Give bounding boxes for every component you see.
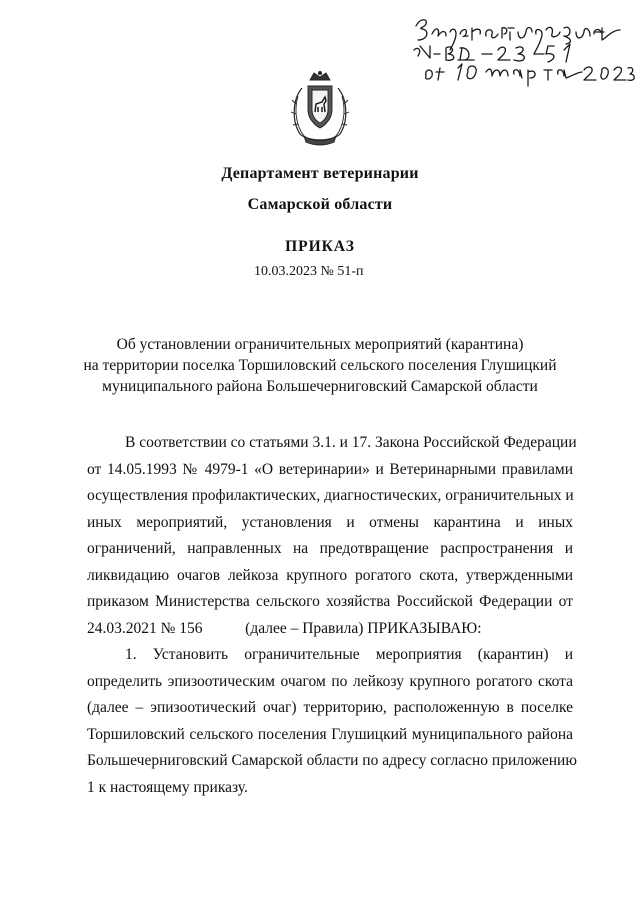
department-name-line1: Департамент ветеринарии bbox=[221, 165, 419, 182]
body-line: осуществления профилактических, диагностических, ограничительных и bbox=[87, 487, 574, 504]
subject-line: на территории поселка Торшиловский сельского поселения Глушицкий bbox=[83, 357, 557, 374]
body-line: Торшиловский сельского поселения Глушицкий муниципального района bbox=[87, 725, 573, 743]
order-subject bbox=[40, 334, 600, 397]
body-line: приказом Министерства сельского хозяйства Российской Федерации от bbox=[87, 593, 573, 610]
body-line: 1. Установить ограничительные мероприятия (карантин) и bbox=[125, 646, 573, 663]
body-line: Большечерниговский Самарской области по адресу согласно приложению bbox=[87, 752, 577, 769]
samara-coat-of-arms-icon bbox=[288, 70, 352, 146]
body-line: определить эпизоотическим очагом по лейкозу крупного рогатого скота bbox=[87, 672, 573, 690]
order-body bbox=[87, 430, 577, 801]
subject-line: муниципального района Большечерниговский Самарской области bbox=[102, 378, 538, 395]
body-line: ликвидацию очагов лейкоза крупного рогатого скота, утвержденными bbox=[87, 566, 573, 584]
body-line: (далее – эпизоотический очаг) территорию, расположенную в поселке bbox=[87, 699, 573, 716]
order-date-number: 10.03.2023 № 51-п bbox=[254, 264, 364, 279]
order-title: ПРИКАЗ bbox=[285, 238, 355, 255]
body-line: ограничений, направленных на предотвращение распространения и bbox=[87, 540, 573, 557]
body-line: 1 к настоящему приказу. bbox=[87, 778, 248, 796]
body-line: иных мероприятий, установления и отмены карантина и иных bbox=[87, 513, 573, 531]
body-line: В соответствии со статьями 3.1. и 17. Закона Российской Федерации bbox=[125, 434, 577, 451]
body-line: 24.03.2021 № 156 (далее – Правила) ПРИКАЗЫВАЮ: bbox=[87, 619, 482, 637]
body-line: от 14.05.1993 № 4979-1 «О ветеринарии» и Ветеринарными правилами bbox=[87, 460, 573, 478]
handwritten-registration-note bbox=[406, 10, 636, 90]
department-name-line2: Самарской области bbox=[247, 196, 393, 213]
subject-line: Об установлении ограничительных мероприятий (карантина) bbox=[116, 336, 524, 353]
